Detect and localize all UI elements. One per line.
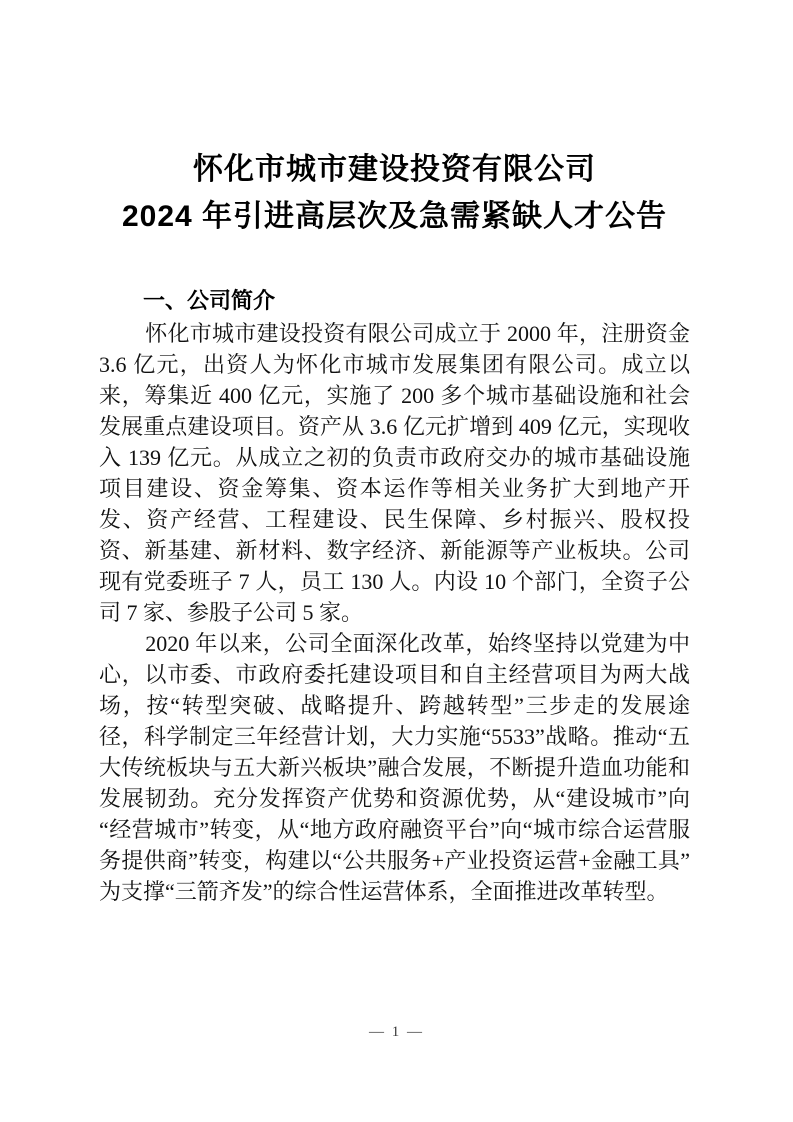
document-title [99,146,690,240]
document-title-line-1: 怀化市城市建设投资有限公司 [193,153,596,186]
page-number-footer: — 1 — [369,1024,424,1040]
document-content [99,0,690,907]
section-heading-company-intro: 一、公司简介 [143,288,276,313]
document-title-line-2: 2024 年引进高层次及急需紧缺人才公告 [121,200,668,233]
paragraph-company-intro-1: 怀化市城市建设投资有限公司成立于 2000 年，注册资金 3.6 亿元，出资人为怀化市城市发展集团有限公司。成立以来，筹集近 400 亿元，实施了 200 多个城市基础设施和社会发展重点建设项目。资产从 3.6 亿元扩增到 409 亿元，实现收入 139 亿元。从成立之初的负责市政府交办的城市基础设施项目建设、资金筹集、资本运作等相关业务扩大到地产开发、资产经营、工程建设、民生保障、乡村振兴、股权投资、新基建、新材料、数字经济、新能源等产业板块。公司现有党委班子 7 人，员工 130 人。内设 10 个部门，全资子公司 7 家、参股子公司 5 家。 [99,321,690,625]
paragraph-company-intro-2: 2020 年以来，公司全面深化改革，始终坚持以党建为中心，以市委、市政府委托建设项目和自主经营项目为两大战场，按“转型突破、战略提升、跨越转型”三步走的发展途径，科学制定三年经营计划，大力实施“5533”战略。推动“五大传统板块与五大新兴板块”融合发展，不断提升造血功能和发展韧劲。充分发挥资产优势和资源优势，从“建设城市”向“经营城市”转变，从“地方政府融资平台”向“城市综合运营服务提供商”转变，构建以“公共服务+产业投资运营+金融工具”为支撑“三箭齐发”的综合性运营体系，全面推进改革转型。 [99,631,690,904]
